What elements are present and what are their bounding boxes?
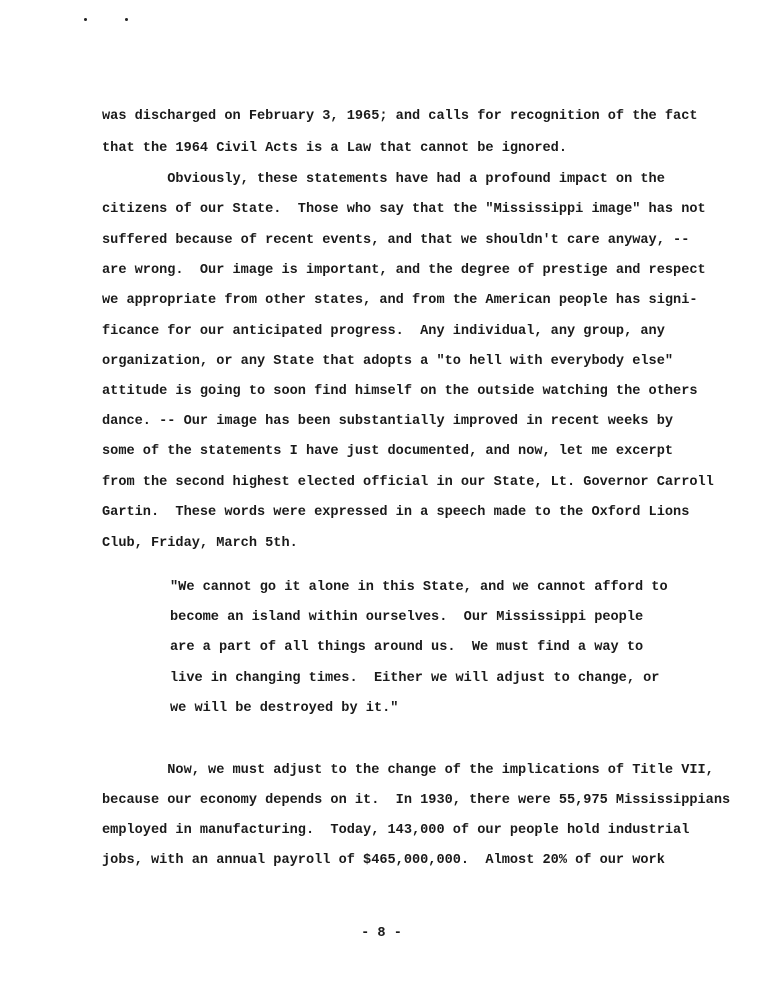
quote-line: "We cannot go it alone in this State, and we cannot afford to	[170, 580, 668, 595]
page-number: - 8 -	[361, 926, 402, 941]
quote-line: live in changing times. Either we will adjust to change, or	[170, 671, 660, 686]
scan-speck	[125, 18, 128, 21]
text-line: because our economy depends on it. In 1930, there were 55,975 Mississippians	[102, 793, 731, 808]
text-line: employed in manufacturing. Today, 143,000 of our people hold industrial	[102, 823, 690, 838]
text-line: Club, Friday, March 5th.	[102, 536, 298, 551]
text-line: citizens of our State. Those who say that the "Mississippi image" has not	[102, 202, 706, 217]
text-line: ficance for our anticipated progress. Any individual, any group, any	[102, 324, 665, 339]
text-line: we appropriate from other states, and from the American people has signi-	[102, 293, 698, 308]
text-line: attitude is going to soon find himself on the outside watching the others	[102, 384, 698, 399]
text-line: some of the statements I have just documented, and now, let me excerpt	[102, 444, 674, 459]
text-line: Now, we must adjust to the change of the implications of Title VII,	[102, 763, 714, 778]
quote-line: become an island within ourselves. Our Mississippi people	[170, 610, 644, 625]
text-line: from the second highest elected official in our State, Lt. Governor Carroll	[102, 475, 714, 490]
text-line: Gartin. These words were expressed in a speech made to the Oxford Lions	[102, 505, 690, 520]
text-line: that the 1964 Civil Acts is a Law that cannot be ignored.	[102, 141, 567, 156]
quote-line: we will be destroyed by it."	[170, 701, 399, 716]
text-line: are wrong. Our image is important, and the degree of prestige and respect	[102, 263, 706, 278]
scan-speck	[84, 18, 87, 21]
text-line: suffered because of recent events, and that we shouldn't care anyway, --	[102, 233, 690, 248]
text-line: organization, or any State that adopts a "to hell with everybody else"	[102, 354, 674, 369]
text-line: dance. -- Our image has been substantially improved in recent weeks by	[102, 414, 674, 429]
text-line: jobs, with an annual payroll of $465,000,000. Almost 20% of our work	[102, 853, 665, 868]
text-line: was discharged on February 3, 1965; and calls for recognition of the fact	[102, 109, 698, 124]
quote-line: are a part of all things around us. We must find a way to	[170, 640, 644, 655]
text-line: Obviously, these statements have had a profound impact on the	[102, 172, 665, 187]
